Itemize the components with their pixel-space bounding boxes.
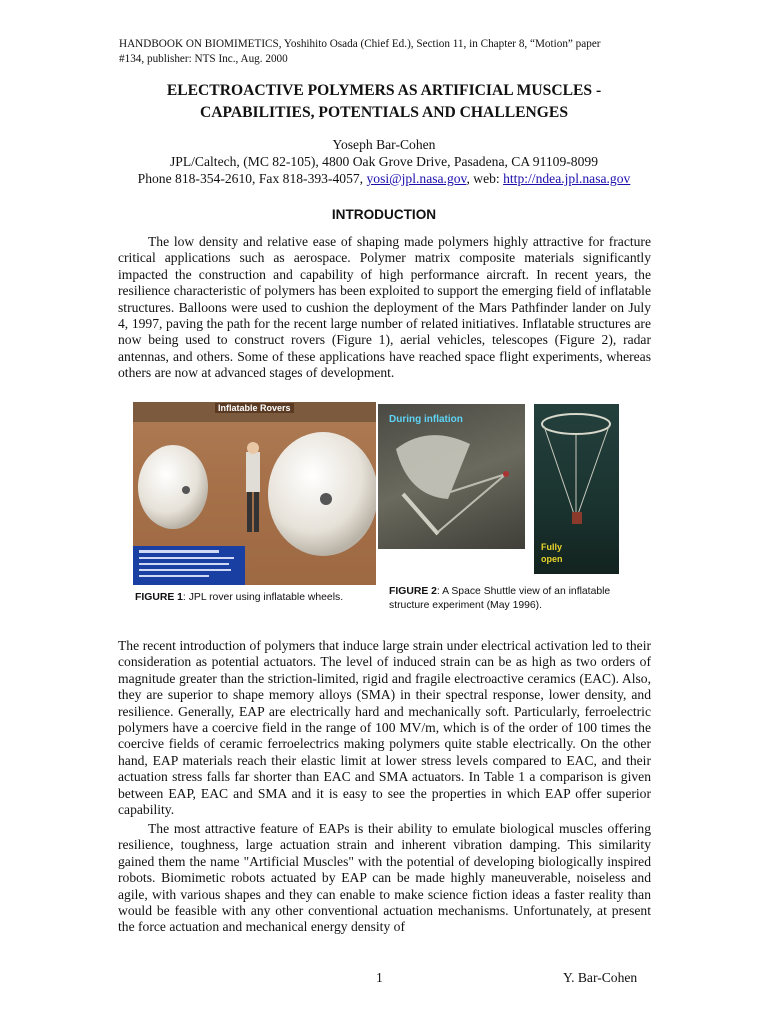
figure-2-open-label: Fully open: [541, 542, 563, 564]
author-email-link[interactable]: yosi@jpl.nasa.gov: [366, 171, 467, 186]
publication-note: [119, 37, 679, 67]
figure-2-caption: [389, 585, 629, 613]
author-name: Yoseph Bar-Cohen: [332, 137, 436, 152]
intro-paragraph-3: The most attractive feature of EAPs is their ability to emulate biological muscles offering resilience, toughness, large actuation strain and inherent vibration damping. This similarity gained them the name "Artificial Muscles" with the potential of developing biologically inspired robots. Biomimetic robots actuated by EAP can be made highly maneuverable, noiseless and agile, with various shapes and they can enable to make science fiction ideas a faster reality than would be feasible with any other conventional actuation mechanisms. Unfortunately, at present the force actuation and mechanical energy density of: [118, 821, 651, 935]
footer-author: Y. Bar-Cohen: [563, 970, 638, 985]
figure-1-caption: [135, 591, 375, 605]
inflatable-rovers-illustration: [133, 402, 376, 585]
figure-1-overlay-label: Inflatable Rovers: [215, 403, 294, 413]
author-contact-prefix: Phone 818-354-2610, Fax 818-393-4057,: [137, 171, 367, 186]
author-block: [60, 136, 708, 187]
figure-2-caption-text: : A Space Shuttle view of an inflatable structure experiment (May 1996).: [389, 586, 611, 611]
paper-title-line1: ELECTROACTIVE POLYMERS AS ARTIFICIAL MUSCLES -: [166, 82, 602, 99]
paper-title-line2: CAPABILITIES, POTENTIALS AND CHALLENGES: [200, 104, 568, 121]
figure-1-image: [133, 402, 376, 585]
figure-2-inflation-image: [378, 404, 525, 549]
publication-note-line2: #134, publisher: NTS Inc., Aug. 2000: [119, 53, 288, 65]
figure-1-caption-text: : JPL rover using inflatable wheels.: [182, 592, 344, 603]
inflating-structure-illustration: [378, 404, 525, 549]
figure-2-caption-label: FIGURE 2: [389, 586, 437, 597]
publication-note-line1: HANDBOOK ON BIOMIMETICS, Yoshihito Osada (Chief Ed.), Section 11, in Chapter 8, “Motion” paper: [119, 38, 601, 50]
page-number: 1: [376, 970, 383, 985]
intro-paragraph-2: The recent introduction of polymers that induce large strain under electrical activation led to their consideration as potential actuators. The level of induced strain can be as high as two orders of magnitude greater than the striction-limited, rigid and fragile electroactive ceramics (EAC). Also, they are superior to shape memory alloys (SMA) in their spectral response, lower density, and resilience. Generally, EAP are electrically hard and mechanically soft. Particularly, ferroelectric polymers have a coercive field in the range of 100 MV/m, which is of the order of 100 times the coercive fields of ceramic ferroelectrics making polymers quite stable electrically. On the other hand, EAP materials reach their elastic limit at lower stress levels compared to EAC, and their actuation stress falls far shorter than EAC and SMA actuators. In Table 1 a comparison is given between EAP, EAC and SMA and it is easy to see the properties in which EAP offer superior capability.: [118, 638, 651, 818]
author-contact: [60, 170, 708, 187]
figure-1-caption-label: FIGURE 1: [135, 592, 183, 603]
section-heading: INTRODUCTION: [331, 207, 437, 222]
intro-paragraph-1: The low density and relative ease of shaping made polymers highly attractive for fracture critical applications such as aerospace. Polymer matrix composite materials significantly impacted the construction and capability of high performance aircraft. In recent years, the resilience characteristic of polymers has been exploited to support the emerging field of inflatable structures. Balloons were used to cushion the deployment of the Mars Pathfinder lander on July 4, 1997, paving the path for the recent large number of related initiatives. Inflatable structures are now being used to construct rovers (Figure 1), aerial vehicles, telescopes (Figure 2), radar antennas, and others. Some of these applications have reached space flight experiments, whereas others are now at advanced stages of development.: [118, 234, 651, 381]
figure-2-open-image: [534, 404, 619, 574]
figure-2-inflation-label: During inflation: [389, 414, 463, 425]
paper-title: [60, 80, 708, 124]
author-web-link[interactable]: http://ndea.jpl.nasa.gov: [503, 171, 631, 186]
author-affiliation: JPL/Caltech, (MC 82-105), 4800 Oak Grove Drive, Pasadena, CA 91109-8099: [169, 154, 598, 169]
author-web-prefix: , web:: [466, 171, 504, 186]
